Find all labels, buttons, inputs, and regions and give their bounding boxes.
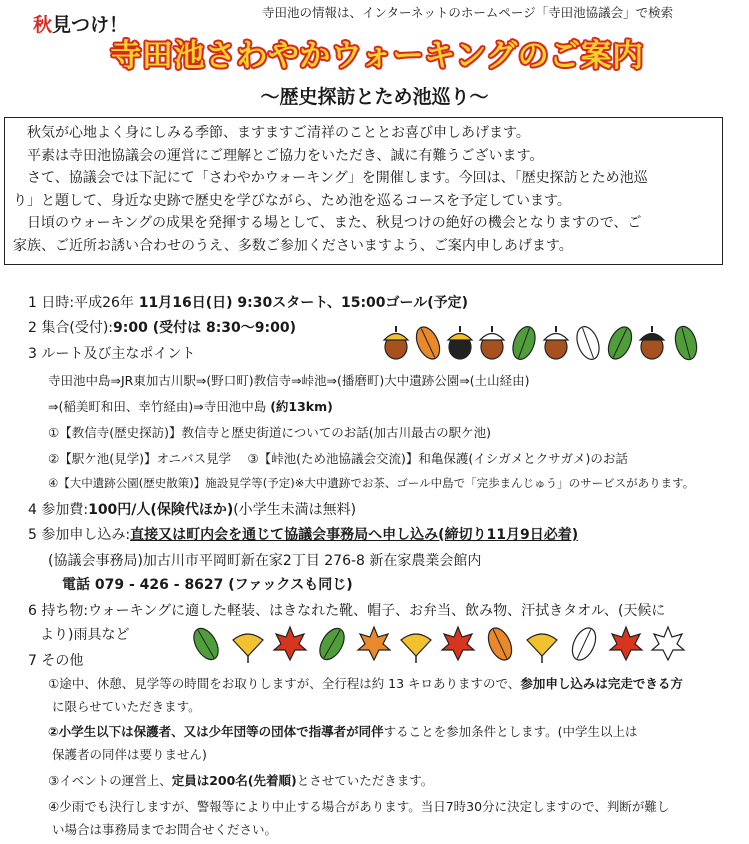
note-1-bold: 参加申し込みは完走できる — [520, 676, 671, 691]
leaf-icon — [189, 624, 223, 663]
note-3 — [48, 772, 433, 789]
leaf-icon — [412, 323, 444, 362]
note-2 — [48, 723, 637, 740]
note-1 — [48, 675, 683, 692]
intro-box — [4, 117, 723, 265]
point-4: ④【大中遺跡公園(歴史散策)】施設見学等(予定)※大中遺跡でお茶、ゴール中島で「完歩まんじゅう」のサービスがあります。 — [48, 476, 695, 490]
item-datetime — [28, 294, 468, 312]
note-3-bold: 定員は200名(先着順) — [171, 773, 297, 788]
route-line-2-text: ⇒(稲美町和田、幸竹経由)⇒寺田池中島 — [48, 399, 271, 414]
fee-value: 100円/人(保険代ほか) — [88, 502, 234, 518]
item-route-heading: 3 ルート及び主なポイント — [28, 346, 196, 362]
application-value: 直接又は町内会を通じて協議会事務局へ申し込み(締切り11月9日必着) — [130, 527, 579, 543]
leaf-icon — [604, 323, 636, 362]
maple-leaf-icon — [610, 627, 642, 660]
intro-line: さて、協議会では下記にて「さわやかウォーキング」を開催します。今回は、「歴史探訪とため池巡 — [13, 170, 648, 186]
acorn-icon — [640, 326, 664, 359]
leaf-icon — [484, 624, 516, 663]
assembly-value: 9:00 (受付は 8:30〜9:00) — [113, 320, 297, 336]
acorn-icon — [384, 326, 408, 359]
application-label: 5 参加申し込み: — [28, 527, 131, 543]
website-note: 寺田池の情報は、インターネットのホームページ「寺田池協議会」で検索 — [262, 5, 674, 20]
ginkgo-leaf-icon — [527, 634, 557, 663]
acorn-icon — [544, 326, 568, 359]
ginkgo-leaf-icon — [401, 634, 431, 663]
note-3-rest: とさせていただきます。 — [296, 773, 434, 788]
kicker-rest: 見つけ！ — [52, 14, 129, 36]
note-2-text: することを参加条件とします。(中学生以上は — [383, 724, 638, 739]
office-phone: 電話 079 - 426 - 8627 (ファックスも同じ) — [62, 577, 353, 593]
point-1: ①【教信寺(歴史探訪)】教信寺と歴史街道についてのお話(加古川最古の駅ケ池) — [48, 425, 491, 440]
maple-leaf-icon — [442, 627, 474, 660]
item-application — [28, 526, 578, 544]
page-title: 寺田池さわやかウォーキングのご案内 — [110, 38, 644, 74]
maple-leaf-icon — [652, 627, 684, 660]
note-4-line-2: い場合は事務局までお問合せください。 — [52, 822, 278, 837]
office-address: (協議会事務局)加古川市平岡町新在家2丁目 276-8 新在家農業会館内 — [48, 553, 482, 569]
item-belongings-line-2: より)雨具など — [40, 627, 130, 643]
maple-leaf-icon — [358, 627, 390, 660]
fee-label: 4 参加費: — [28, 502, 89, 518]
note-1-text: ①途中、休憩、見学等の時間をお取りしますが、全行程は約 13 キロありますので、 — [48, 676, 521, 691]
note-4: ④少雨でも決行しますが、警報等により中止する場合があります。当日7時30分に決定しますので、判断が難し — [48, 799, 670, 814]
intro-line: り」と題して、身近な史跡で歴史を学びながら、ため池を巡るコースを予定しています。 — [13, 192, 571, 209]
item-assembly — [28, 319, 296, 337]
intro-line: 秋気が心地よく身にしみる季節、ますますご清祥のこととお喜び申しあげます。 — [13, 125, 530, 141]
route-distance: (約13km) — [270, 399, 333, 414]
intro-line: 家族、ご近所お誘い合わせのうえ、多数ご参加くださいますよう、ご案内申しあげます。 — [13, 237, 573, 254]
route-line-1: 寺田池中島⇒JR東加古川駅⇒(野口町)教信寺⇒峠池⇒(播磨町)大中遺跡公園⇒(土山経由) — [48, 373, 530, 388]
note-3-text: ③イベントの運営上、 — [48, 773, 172, 788]
leaf-icon — [315, 624, 349, 663]
autumn-leaf-border — [186, 624, 716, 664]
leaf-icon — [568, 624, 600, 663]
leaf-icon — [672, 324, 700, 362]
assembly-label: 2 集合(受付): — [28, 320, 113, 336]
acorn-icon — [448, 326, 472, 359]
item-other: 7 その他 — [28, 653, 84, 669]
ginkgo-leaf-icon — [233, 634, 263, 663]
acorn-leaf-border-top — [380, 322, 708, 364]
page-subtitle: 〜歴史探訪とため池巡り〜 — [260, 86, 489, 108]
kicker-autumn-char: 秋 — [33, 14, 53, 36]
datetime-value: 11月16日(日) 9:30スタート、15:00ゴール(予定) — [133, 295, 469, 311]
fee-note: (小学生未満は無料) — [233, 502, 357, 518]
route-line-2 — [48, 398, 333, 415]
intro-line: 日頃のウォーキングの成果を発揮する場として、また、秋見つけの絶好の機会となりますので、ご — [13, 215, 642, 231]
intro-line: 平素は寺田池協議会の運営にご理解とご協力をいただき、誠に有難うございます。 — [13, 147, 544, 164]
note-1-tail: 方 — [670, 676, 683, 691]
maple-leaf-icon — [274, 627, 306, 660]
leaf-icon — [573, 324, 603, 363]
note-1-line-2: に限らせていただきます。 — [52, 699, 201, 714]
leaf-icon — [509, 324, 539, 363]
note-2-line-2: 保護者の同伴は要りません) — [52, 747, 207, 762]
acorn-icon — [480, 326, 504, 359]
point-2-3: ②【駅ケ池(見学)】オニバス見学 ③【峠池(ため池協議会交流)】和亀保護(イシガメとクサガメ)のお話 — [48, 451, 628, 466]
item-fee — [28, 501, 356, 519]
item-belongings: 6 持ち物:ウォーキングに適した軽装、はきなれた靴、帽子、お弁当、飲み物、汗拭きタオル、(天候に — [28, 603, 666, 619]
datetime-label: 1 日時:平成26年 — [28, 295, 134, 311]
note-2-bold: ②小学生以下は保護者、又は少年団等の団体で指導者が同伴 — [48, 724, 384, 739]
